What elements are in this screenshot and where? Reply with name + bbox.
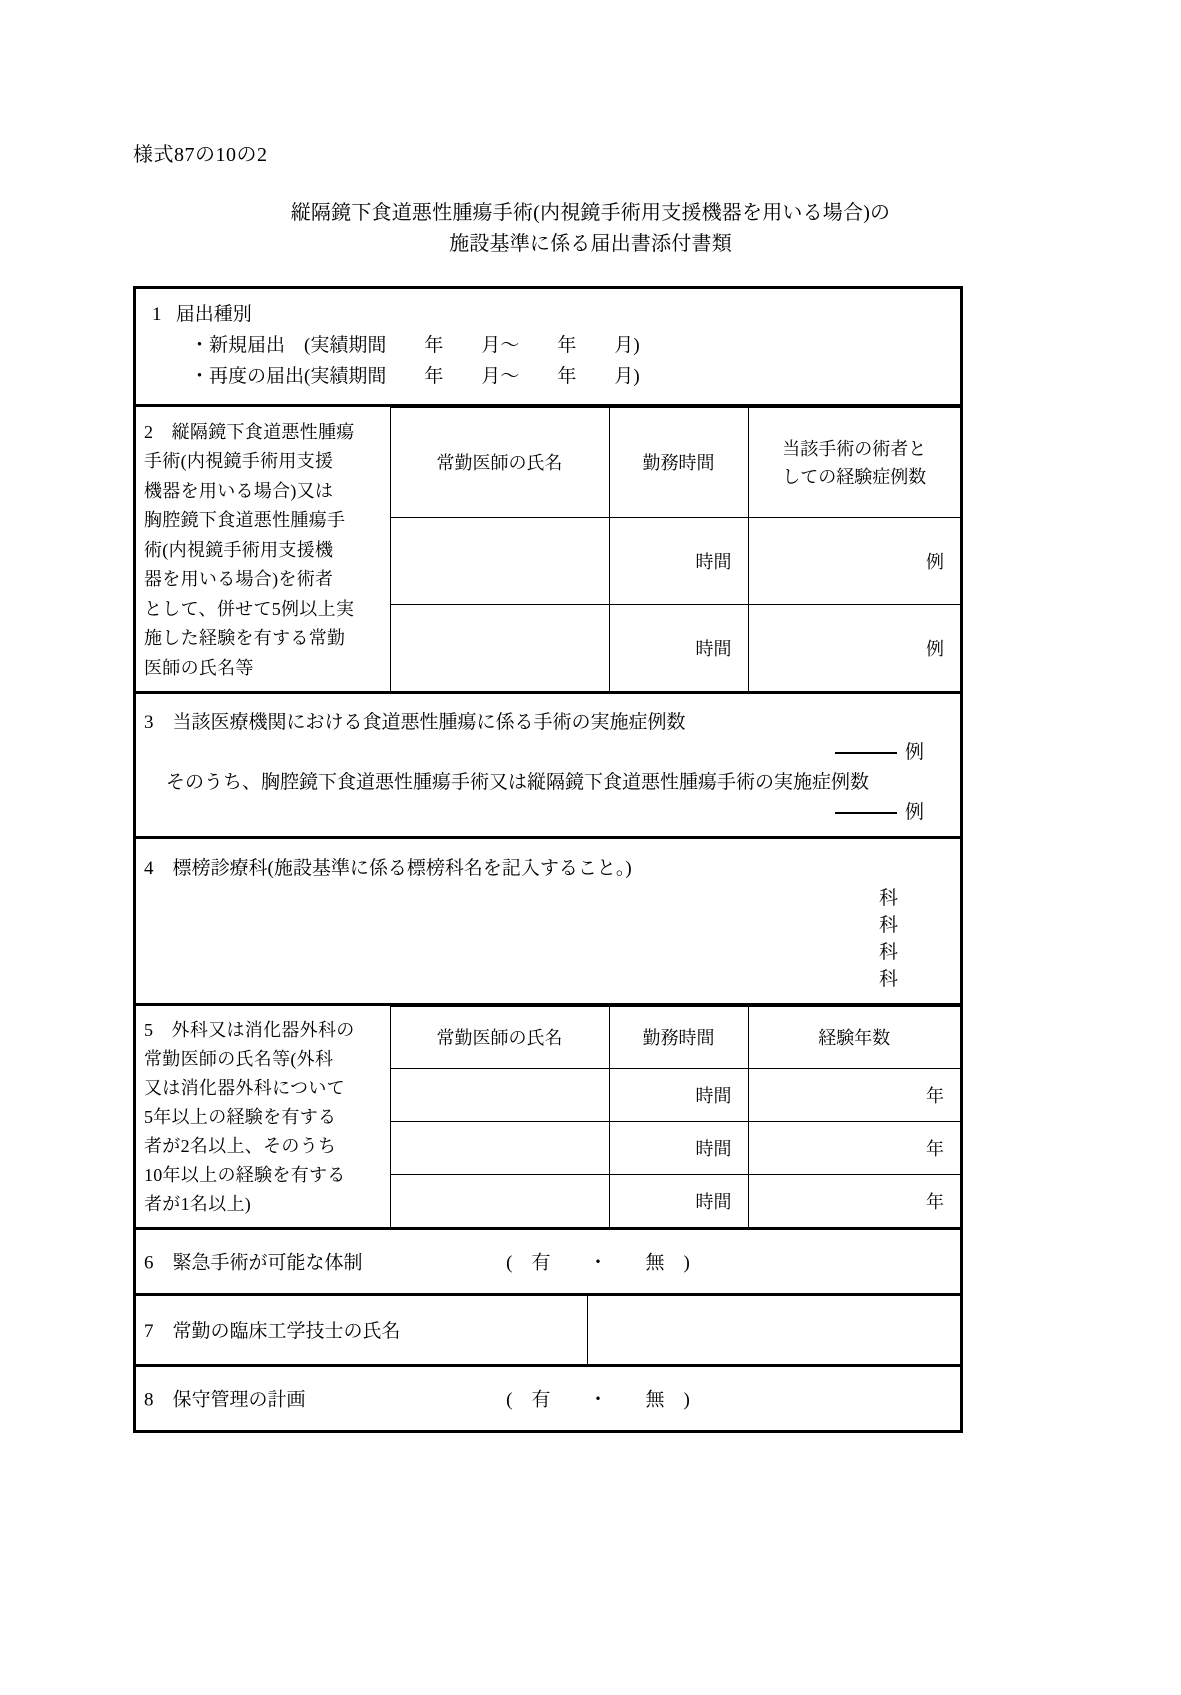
section-6-choice[interactable]: ( 有 ・ 無 ) xyxy=(506,1252,690,1274)
section-4-title: 4 標榜診療科(施設基準に係る標榜科名を記入すること。) xyxy=(144,858,632,879)
section-5-column-header-hours: 勤務時間 xyxy=(609,1007,748,1069)
section-1-option-new[interactable]: ・新規届出 (実績期間 年 月～ 年 月) xyxy=(190,335,640,356)
section-2-row-1-cases-unit[interactable]: 例 xyxy=(748,518,960,605)
section-3-line-1: 3 当該医療機関における食道悪性腫瘍に係る手術の実施症例数 xyxy=(144,712,686,733)
section-5-row-1-hours-unit[interactable]: 時間 xyxy=(609,1068,748,1121)
section-5-table xyxy=(136,1006,960,1227)
section-2-row-2-name-input[interactable] xyxy=(390,605,609,692)
section-3-line-2: そのうち、胸腔鏡下食道悪性腫瘍手術又は縦隔鏡下食道悪性腫瘍手術の実施症例数 xyxy=(166,772,870,793)
section-8-maintenance-plan xyxy=(136,1364,960,1430)
section-8-choice[interactable]: ( 有 ・ 無 ) xyxy=(506,1389,690,1411)
section-3-blank-1[interactable] xyxy=(835,752,897,754)
section-7-clinical-engineer xyxy=(136,1293,960,1364)
title-line-1: 縦隔鏡下食道悪性腫瘍手術(内視鏡手術用支援機器を用いる場合)の xyxy=(290,202,891,224)
section-3-case-counts xyxy=(136,691,960,839)
section-5-row-1-name-input[interactable] xyxy=(390,1068,609,1121)
section-6-emergency-surgery xyxy=(136,1227,960,1293)
section-4-departments xyxy=(136,839,960,1006)
section-2-row-1-hours-unit[interactable]: 時間 xyxy=(609,518,748,605)
section-3-line-2-answer[interactable]: 例 xyxy=(144,800,950,826)
section-2-column-header-cases: 当該手術の術者と しての経験症例数 xyxy=(748,408,960,518)
section-2-table xyxy=(136,407,960,691)
section-5-row-2-hours-unit[interactable]: 時間 xyxy=(609,1121,748,1174)
section-2-column-header-hours: 勤務時間 xyxy=(609,408,748,518)
section-5-row-3-name-input[interactable] xyxy=(390,1174,609,1227)
section-2-description: 2 縦隔鏡下食道悪性腫瘍 手術(内視鏡手術用支援 機器を用いる場合)又は 胸腔鏡下食道悪性腫瘍手 術(内視鏡手術用支援機 器を用いる場合)を術者 として、併せて5例以上実 施した経験を有する常勤 医師の氏名等 xyxy=(136,408,390,692)
section-5-row-3-years-unit[interactable]: 年 xyxy=(748,1174,960,1227)
section-1-option-renewal[interactable]: ・再度の届出(実績期間 年 月～ 年 月) xyxy=(190,366,640,387)
section-3-blank-2[interactable] xyxy=(835,812,897,814)
title-line-2: 施設基準に係る届出書添付書類 xyxy=(449,233,732,255)
section-6-label: 6 緊急手術が可能な体制 xyxy=(144,1252,363,1274)
section-2-row-2-hours-unit[interactable]: 時間 xyxy=(609,605,748,692)
section-4-department-row-1[interactable]: 科 xyxy=(878,888,898,909)
section-5-column-header-name: 常勤医師の氏名 xyxy=(390,1007,609,1069)
section-5-row-2-name-input[interactable] xyxy=(390,1121,609,1174)
section-5-column-header-years: 経験年数 xyxy=(748,1007,960,1069)
section-4-department-row-3[interactable]: 科 xyxy=(878,942,898,963)
section-8-label: 8 保守管理の計画 xyxy=(144,1389,306,1411)
section-2-column-header-name: 常勤医師の氏名 xyxy=(390,408,609,518)
form-body xyxy=(133,286,963,1433)
section-7-value-input[interactable] xyxy=(588,1296,960,1364)
form-number: 様式87の10の2 xyxy=(133,144,268,166)
section-1-title: 1 届出種別 xyxy=(152,304,252,325)
section-4-department-row-4[interactable]: 科 xyxy=(878,969,898,990)
section-5-description: 5 外科又は消化器外科の 常勤医師の氏名等(外科 又は消化器外科について 5年以上の経験を有する 者が2名以上、そのうち 10年以上の経験を有する 者が1名以上) xyxy=(136,1007,390,1227)
section-4-department-row-2[interactable]: 科 xyxy=(878,915,898,936)
section-7-label: 7 常勤の臨床工学技士の氏名 xyxy=(136,1296,588,1364)
section-2-row-1-name-input[interactable] xyxy=(390,518,609,605)
section-2-row-2-cases-unit[interactable]: 例 xyxy=(748,605,960,692)
section-1-notification-type xyxy=(136,289,960,407)
section-5-row-3-hours-unit[interactable]: 時間 xyxy=(609,1174,748,1227)
section-3-line-1-answer[interactable]: 例 xyxy=(144,740,950,766)
section-5-row-1-years-unit[interactable]: 年 xyxy=(748,1068,960,1121)
section-5-row-2-years-unit[interactable]: 年 xyxy=(748,1121,960,1174)
document-title xyxy=(0,198,1181,260)
